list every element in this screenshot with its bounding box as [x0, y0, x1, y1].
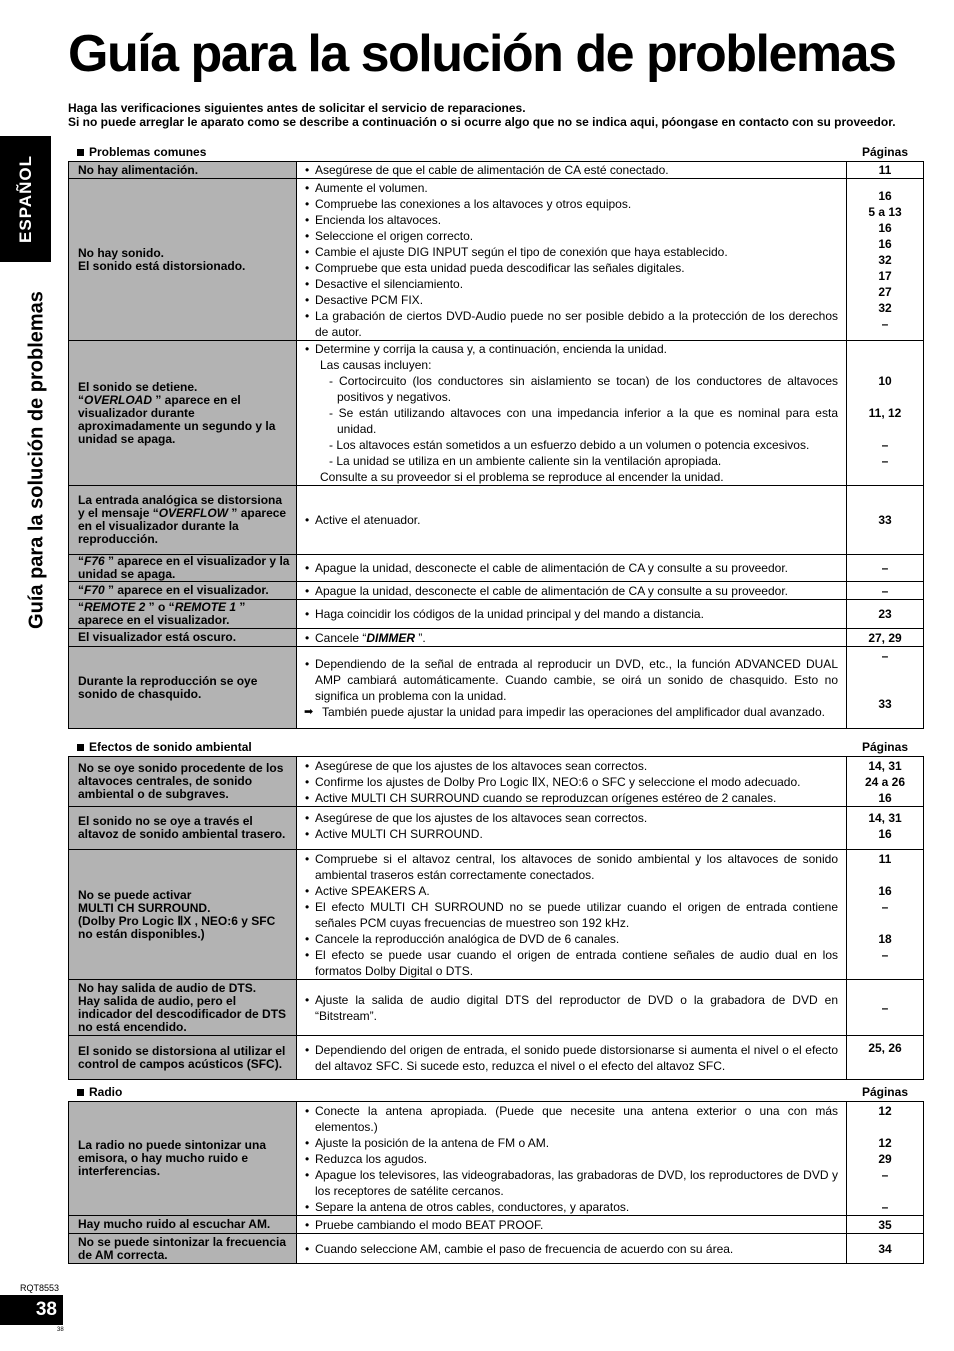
problem-cell: El sonido no se oye a través el altavoz de sonido ambiental trasero.	[69, 807, 297, 850]
list-item: • El efecto MULTI CH SURROUND no se puede utilizar cuando el origen de entrada contiene señales PCM cuyas frecuencias de muestreo son 192 kHz.	[304, 899, 838, 931]
list-item: • Desactive PCM FIX.	[304, 292, 838, 308]
solution-cell	[297, 647, 847, 729]
list-item: • Apague la unidad, desconecte el cable de alimentación de CA y consulte a su proveedor.	[304, 583, 838, 599]
square-bullet-icon	[77, 744, 84, 751]
list-item: • Active MULTI CH SURROUND.	[304, 826, 838, 842]
list-item: • Apague los televisores, las videograbadoras, las grabadoras de DVD, los reproductores de DVD y los receptores de satélite cercanos.	[304, 1167, 838, 1199]
page-ref: –	[847, 555, 924, 582]
problem-cell: “REMOTE 2 ” o “REMOTE 1 ” aparece en el visualizador.	[69, 600, 297, 629]
list-item: • Reduzca los agudos.	[304, 1151, 838, 1167]
solution-cell	[297, 629, 847, 647]
page-ref: –	[847, 582, 924, 600]
list-item: • Cuando seleccione AM, cambie el paso de frecuencia de acuerdo con su área.	[304, 1241, 838, 1257]
problem-cell: “F76 ” aparece en el visualizador y la unidad se apaga.	[69, 555, 297, 582]
page-number-small: 38	[57, 1327, 64, 1333]
page-ref: 27, 29	[847, 629, 924, 647]
solution-cell	[297, 757, 847, 807]
list-item: Las causas incluyen:	[320, 358, 432, 372]
problem-cell: No hay sonido. El sonido está distorsionado.	[69, 179, 297, 341]
intro-line-2: Si no puede arreglar le aparato como se describe a continuación o si ocurre algo que no se indica aqui, póongase en contacto con su proveedor.	[68, 115, 896, 129]
page-ref: 25, 26	[847, 1036, 924, 1080]
solution-cell	[297, 1234, 847, 1264]
list-item: • Separe la antena de otros cables, conductores, y aparatos.	[304, 1199, 838, 1215]
problem-cell: Hay mucho ruido al escuchar AM.	[69, 1216, 297, 1234]
table-row	[69, 582, 924, 600]
document-code: RQT8553	[20, 1283, 60, 1293]
list-item: - Se están utilizando altavoces con una impedancia inferior a la que es nominal para esta unidad.	[329, 406, 838, 436]
list-item: • Ajuste la posición de la antena de FM o AM.	[304, 1135, 838, 1151]
page-ref: 14, 31 24 a 26 16	[847, 757, 924, 807]
problem-cell: No se puede activar MULTI CH SURROUND. (Dolby Pro Logic ⅡX , NEO:6 y SFC no están disponibles.)	[69, 850, 297, 980]
list-item: • Pruebe cambiando el modo BEAT PROOF.	[304, 1217, 838, 1233]
solution-cell	[297, 162, 847, 179]
page-ref: – 33	[847, 647, 924, 729]
list-item: • Asegúrese de que los ajustes de los altavoces sean correctos.	[304, 810, 838, 826]
list-item: - Los altavoces están sometidos a un esfuerzo debido a un volumen o potencia excesivos.	[329, 438, 810, 452]
list-item: • Compruebe las conexiones a los altavoces y otros equipos.	[304, 196, 838, 212]
list-item: Consulte a su proveedor si el problema se reproduce al encender la unidad.	[320, 470, 724, 484]
solution-cell	[297, 600, 847, 629]
problem-cell: El sonido se distorsiona al utilizar el control de campos acústicos (SFC).	[69, 1036, 297, 1080]
page-ref: –	[847, 980, 924, 1036]
list-item: • Active MULTI CH SURROUND cuando se reproduzcan orígenes estéreo de 2 canales.	[304, 790, 838, 806]
solution-cell	[297, 807, 847, 850]
list-item: • Active el atenuador.	[304, 512, 838, 528]
list-item: • Cancele “DIMMER ”.	[304, 630, 838, 646]
list-item: • Confirme los ajustes de Dolby Pro Logic ⅡX, NEO:6 o SFC y seleccione el modo adecuado.	[304, 774, 838, 790]
problem-cell: “F70 ” aparece en el visualizador.	[69, 582, 297, 600]
page-ref: 33	[847, 486, 924, 555]
troubleshooting-table	[68, 756, 924, 1080]
list-item: • Encienda los altavoces.	[304, 212, 838, 228]
table-row	[69, 341, 924, 486]
section-common	[68, 145, 923, 729]
problem-cell: No hay alimentación.	[69, 162, 297, 179]
pages-header: Páginas	[861, 145, 908, 159]
pages-header: Páginas	[861, 1085, 908, 1099]
language-tab	[0, 136, 51, 262]
table-row	[69, 757, 924, 807]
pages-header: Páginas	[861, 740, 908, 754]
problem-cell: La entrada analógica se distorsiona y el mensaje “OVERFLOW ” aparece en el visualizador durante la reproducción.	[69, 486, 297, 555]
language-tab-label: ESPAÑOL	[15, 155, 35, 243]
page-ref: 34	[847, 1234, 924, 1264]
page-ref: 11	[847, 162, 924, 179]
page-ref: 14, 31 16	[847, 807, 924, 850]
list-item: • Aumente el volumen.	[304, 180, 838, 196]
section-label: Radio	[77, 1085, 122, 1099]
page-ref: 16 5 a 13 16 16 32 17 27 32 –	[847, 179, 924, 341]
list-item: • Conecte la antena apropiada. (Puede que necesite una antena exterior o una con más elementos.)	[304, 1103, 838, 1135]
table-row	[69, 1036, 924, 1080]
page-number: 38	[0, 1295, 63, 1325]
section-header	[68, 145, 923, 161]
section-label: Efectos de sonido ambiental	[77, 740, 252, 754]
page-ref: 11 16 – 18 –	[847, 850, 924, 980]
problem-cell: No hay salida de audio de DTS. Hay salida de audio, pero el indicador del descodificador de DTS no está encendido.	[69, 980, 297, 1036]
list-item: • El efecto se puede usar cuando el origen de entrada contiene señales de audio dual en los formatos Dolby Digital o DTS.	[304, 947, 838, 979]
section-header	[68, 1085, 923, 1101]
side-section-title: Guía para la solución de problemas	[25, 291, 48, 629]
section-radio	[68, 1085, 923, 1264]
page-ref: 10 11, 12 – –	[847, 341, 924, 486]
list-item: • Compruebe que esta unidad pueda descodificar las señales digitales.	[304, 260, 838, 276]
intro-line-1: Haga las verificaciones siguientes antes de solicitar el servicio de reparaciones.	[68, 101, 526, 115]
solution-cell	[297, 1102, 847, 1216]
table-row	[69, 1234, 924, 1264]
table-row	[69, 647, 924, 729]
solution-cell	[297, 486, 847, 555]
troubleshooting-table	[68, 1101, 924, 1264]
table-row	[69, 600, 924, 629]
list-item: • Cancele la reproducción analógica de DVD de 6 canales.	[304, 931, 838, 947]
section-surround	[68, 740, 923, 1080]
page-ref: 23	[847, 600, 924, 629]
list-item: • Compruebe si el altavoz central, los altavoces de sonido ambiental y los altavoces de sonido ambiental traseros están correctamente conectados.	[304, 851, 838, 883]
problem-cell: El visualizador está oscuro.	[69, 629, 297, 647]
table-row	[69, 629, 924, 647]
list-item: - Cortocircuito (los conductores sin aislamiento se tocan) de los conductores de altavoces positivos y negativos.	[329, 374, 838, 404]
solution-cell	[297, 582, 847, 600]
table-row	[69, 555, 924, 582]
list-item: ➡ También puede ajustar la unidad para impedir las operaciones del amplificador dual avanzado.	[304, 704, 838, 720]
list-item: • Apague la unidad, desconecte el cable de alimentación de CA y consulte a su proveedor.	[304, 560, 838, 576]
list-item: • Dependiendo del origen de entrada, el sonido puede distorsionarse si aumenta el nivel o el efecto del altavoz SFC. Si sucede esto, reduzca el nivel o el efecto del altavoz SFC.	[304, 1042, 838, 1074]
square-bullet-icon	[77, 1089, 84, 1096]
solution-cell	[297, 980, 847, 1036]
table-row	[69, 486, 924, 555]
solution-cell	[297, 850, 847, 980]
page-ref: 12 12 29 – –	[847, 1102, 924, 1216]
problem-cell: No se oye sonido procedente de los altavoces centrales, de sonido ambiental o de subgraves.	[69, 757, 297, 807]
list-item: • Cambie el ajuste DIG INPUT según el tipo de conexión que haya establecido.	[304, 244, 838, 260]
solution-cell	[297, 341, 847, 486]
solution-cell	[297, 1216, 847, 1234]
list-item: • Ajuste la salida de audio digital DTS del reproductor de DVD o la grabadora de DVD en “Bitstream”.	[304, 992, 838, 1024]
square-bullet-icon	[77, 149, 84, 156]
page-ref: 35	[847, 1216, 924, 1234]
solution-cell	[297, 1036, 847, 1080]
list-item: • Asegúrese de que el cable de alimentación de CA esté conectado.	[304, 162, 838, 178]
table-row	[69, 980, 924, 1036]
problem-cell: La radio no puede sintonizar una emisora, o hay mucho ruido e interferencias.	[69, 1102, 297, 1216]
table-row	[69, 162, 924, 179]
problem-cell: El sonido se detiene. “OVERLOAD ” aparece en el visualizador durante aproximadamente un segundo y la unidad se apaga.	[69, 341, 297, 486]
list-item: • La grabación de ciertos DVD-Audio puede no ser posible debido a la protección de los derechos de autor.	[304, 308, 838, 340]
table-row	[69, 179, 924, 341]
problem-cell: No se puede sintonizar la frecuencia de AM correcta.	[69, 1234, 297, 1264]
troubleshooting-table	[68, 161, 924, 729]
list-item: • Asegúrese de que los ajustes de los altavoces sean correctos.	[304, 758, 838, 774]
intro-text	[68, 101, 923, 129]
list-item: - La unidad se utiliza en un ambiente caliente sin la ventilación apropiada.	[329, 454, 722, 468]
page-title: Guía para la solución de problemas	[68, 25, 896, 83]
list-item: • Active SPEAKERS A.	[304, 883, 838, 899]
table-row	[69, 1102, 924, 1216]
section-label: Problemas comunes	[77, 145, 206, 159]
section-header	[68, 740, 923, 756]
table-row	[69, 807, 924, 850]
problem-cell: Durante la reproducción se oye sonido de chasquido.	[69, 647, 297, 729]
list-item: • Seleccione el origen correcto.	[304, 228, 838, 244]
table-row	[69, 1216, 924, 1234]
list-item: • Dependiendo de la señal de entrada al reproducir un DVD, etc., la función ADVANCED DUAL AMP cambiará automáticamente. Cuando cambie, se oirá un sonido de chasquido. Esto no significa un problema con la unidad.	[304, 656, 838, 704]
solution-cell	[297, 555, 847, 582]
table-row	[69, 850, 924, 980]
list-item: • Haga coincidir los códigos de la unidad principal y del mando a distancia.	[304, 606, 838, 622]
list-item: • Determine y corrija la causa y, a continuación, encienda la unidad.	[304, 341, 838, 357]
solution-cell	[297, 179, 847, 341]
list-item: • Desactive el silenciamiento.	[304, 276, 838, 292]
